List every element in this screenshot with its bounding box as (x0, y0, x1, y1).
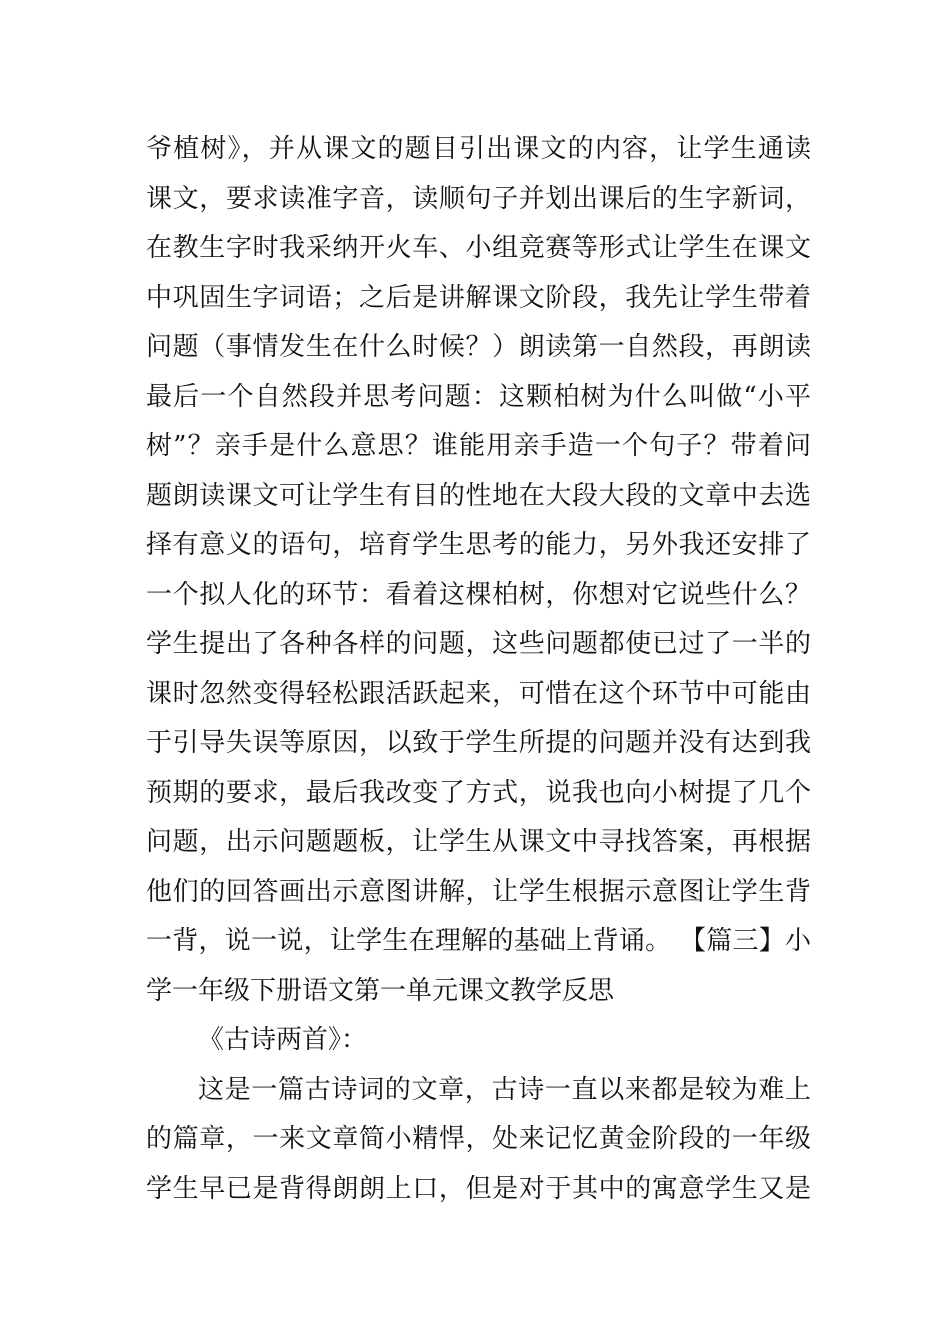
text-line: 预期的要求，最后我改变了方式，说我也向小树提了几个 (146, 777, 811, 808)
text-line: 一个拟人化的环节：看着这棵柏树，你想对它说些什么？ (146, 579, 811, 610)
text-line: 在教生字时我采纳开火车、小组竞赛等形式让学生在课文 (146, 233, 811, 263)
text-line: 学生提出了各种各样的问题，这些问题都使已过了一半的 (146, 629, 811, 659)
text-line: 课时忽然变得轻松跟活跃起来，可惜在这个环节中可能由 (146, 678, 811, 709)
text-line: 的篇章，一来文章简小精悍，处来记忆黄金阶段的一年级 (146, 1124, 811, 1154)
section-subheading: 《古诗两首》： (198, 1025, 368, 1055)
text-line: 树”？亲手是什么意思？谁能用亲手造一个句子？带着问 (146, 431, 811, 461)
text-line: 这是一篇古诗词的文章，古诗一直以来都是较为难上 (198, 1074, 811, 1105)
text-line: 最后一个自然段并思考问题：这颗柏树为什么叫做“小平 (146, 381, 811, 412)
text-line: 题朗读课文可让学生有目的性地在大段大段的文章中去选 (146, 480, 811, 511)
text-line: 问题，出示问题题板，让学生从课文中寻找答案，再根据 (146, 827, 811, 857)
text-line: 课文，要求读准字音，读顺句子并划出课后的生字新词， (146, 183, 811, 214)
text-line: 择有意义的语句，培育学生思考的能力，另外我还安排了 (146, 530, 811, 560)
document-body (146, 125, 811, 1214)
text-line: 爷植树》，并从课文的题目引出课文的内容，让学生通读 (146, 134, 811, 164)
text-line: 中巩固生字词语；之后是讲解课文阶段，我先让学生带着 (146, 282, 811, 313)
text-line: 学一年级下册语文第一单元课文教学反思 (146, 975, 615, 1006)
text-line: 一背，说一说，让学生在理解的基础上背诵。 【篇三】小 (146, 926, 811, 956)
text-line: 问题（事情发生在什么时候？）朗读第一自然段，再朗读 (146, 332, 811, 362)
text-line: 他们的回答画出示意图讲解，让学生根据示意图让学生背 (146, 876, 811, 907)
text-line: 学生早已是背得朗朗上口，但是对于其中的寓意学生又是 (146, 1173, 811, 1204)
text-line: 于引导失误等原因，以致于学生所提的问题并没有达到我 (146, 728, 811, 758)
